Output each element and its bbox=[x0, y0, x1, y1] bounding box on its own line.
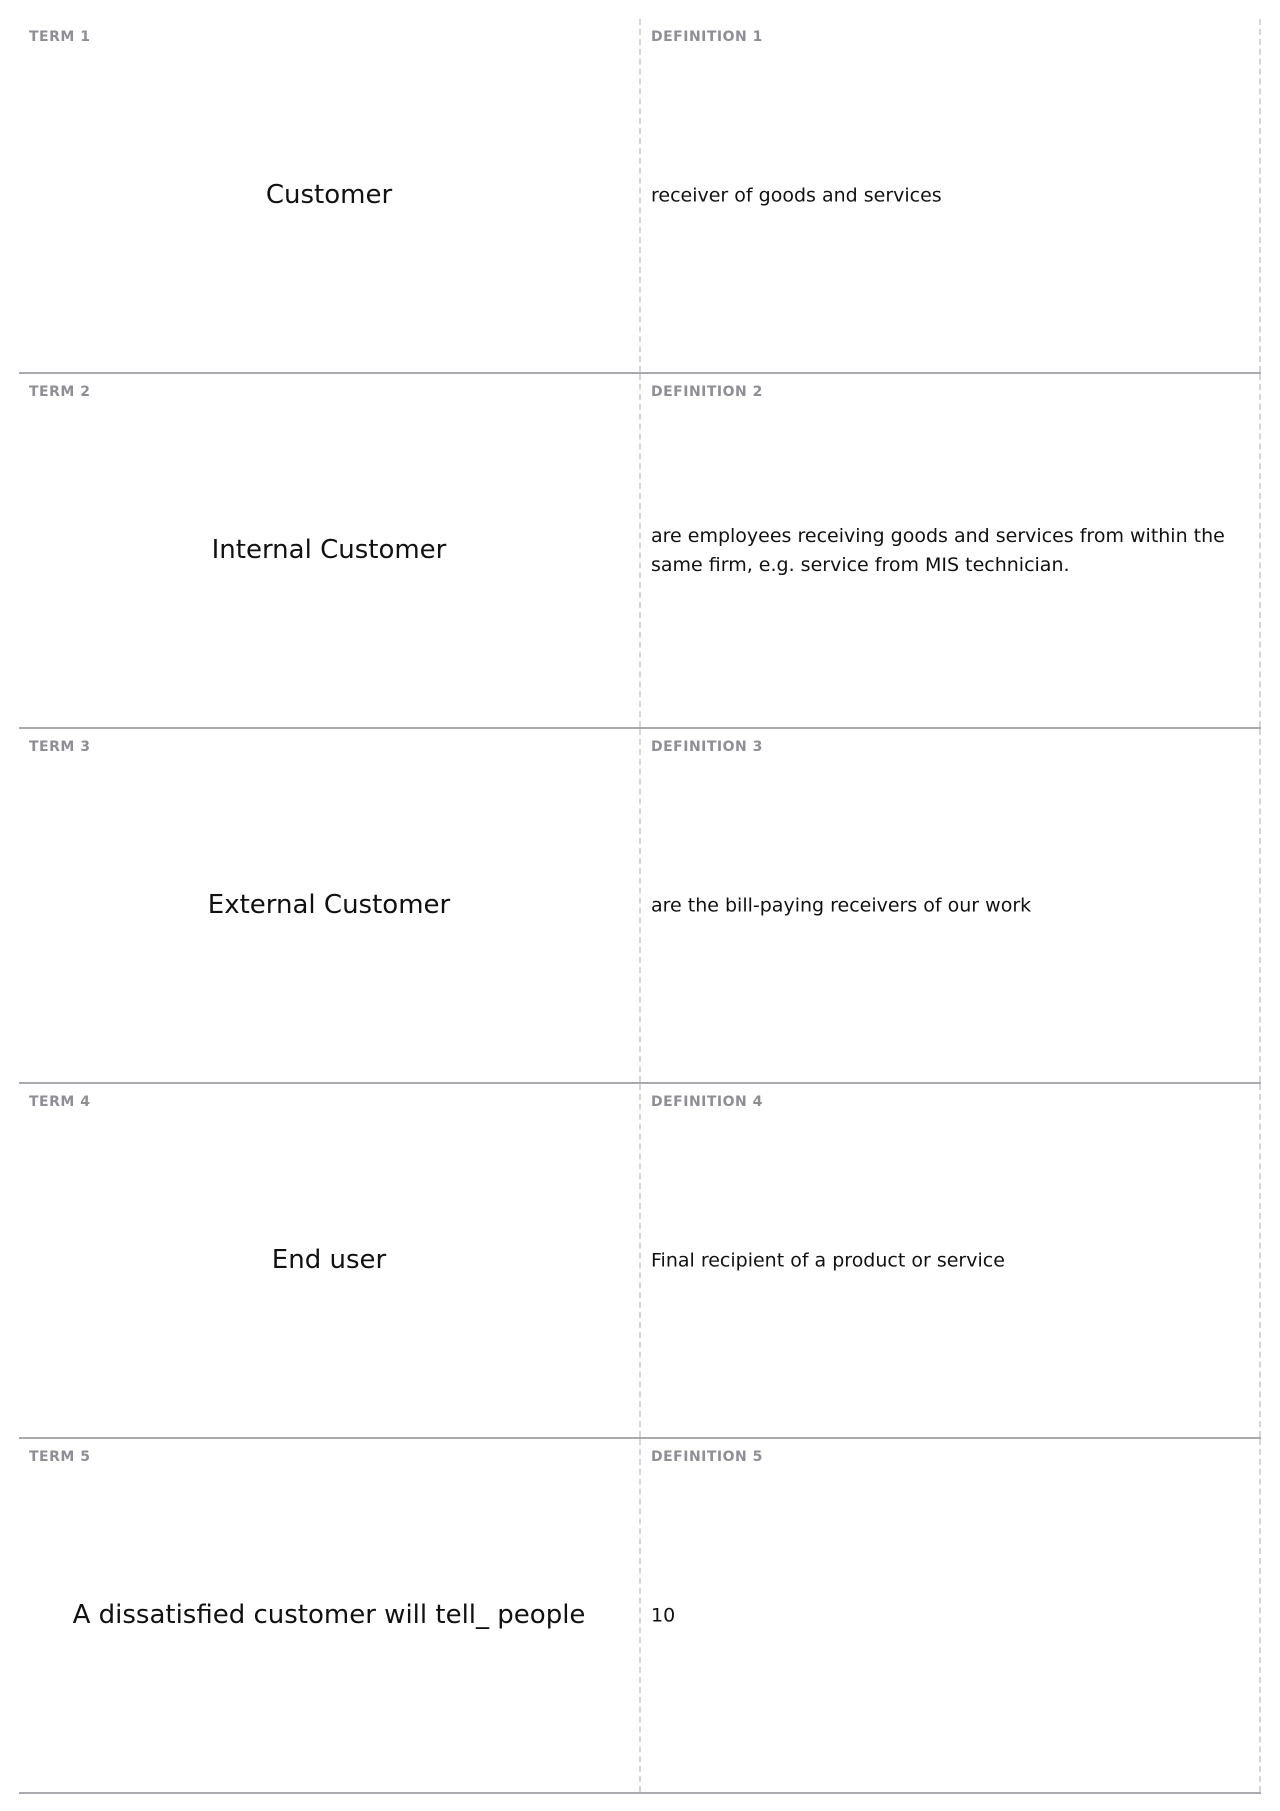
definition-label: DEFINITION 2 bbox=[651, 384, 763, 400]
term-text: External Customer bbox=[207, 889, 451, 920]
term-text: Internal Customer bbox=[211, 534, 447, 565]
term-cell bbox=[19, 1439, 641, 1792]
term-text: A dissatisfied customer will tell_ people bbox=[72, 1599, 586, 1630]
definition-cell bbox=[641, 1439, 1261, 1792]
definition-text: Final recipient of a product or service bbox=[651, 1249, 1005, 1271]
term-cell bbox=[19, 1084, 641, 1437]
flashcard-row-3 bbox=[19, 729, 1261, 1084]
term-text: End user bbox=[271, 1244, 387, 1275]
definition-text: 10 bbox=[651, 1604, 676, 1626]
term-cell bbox=[19, 729, 641, 1082]
definition-label: DEFINITION 3 bbox=[651, 739, 763, 755]
flashcard-sheet bbox=[19, 19, 1261, 1794]
term-label: TERM 2 bbox=[29, 384, 91, 400]
term-cell bbox=[19, 19, 641, 372]
definition-cell bbox=[641, 19, 1261, 372]
term-text: Customer bbox=[265, 179, 393, 210]
flashcard-row-2 bbox=[19, 374, 1261, 729]
term-label: TERM 5 bbox=[29, 1449, 91, 1465]
definition-label: DEFINITION 1 bbox=[651, 29, 763, 45]
flashcard-row-1 bbox=[19, 19, 1261, 374]
definition-cell bbox=[641, 1084, 1261, 1437]
term-label: TERM 3 bbox=[29, 739, 91, 755]
flashcard-row-5 bbox=[19, 1439, 1261, 1794]
term-label: TERM 4 bbox=[29, 1094, 91, 1110]
definition-label: DEFINITION 4 bbox=[651, 1094, 763, 1110]
definition-text: are the bill-paying receivers of our work bbox=[651, 894, 1032, 916]
flashcard-row-4 bbox=[19, 1084, 1261, 1439]
definition-cell bbox=[641, 729, 1261, 1082]
definition-text: receiver of goods and services bbox=[651, 184, 942, 206]
definition-text: are employees receiving goods and services from within the same firm, e.g. service from MIS technician. bbox=[651, 524, 1225, 576]
term-cell bbox=[19, 374, 641, 727]
term-label: TERM 1 bbox=[29, 29, 91, 45]
definition-cell bbox=[641, 374, 1261, 727]
definition-label: DEFINITION 5 bbox=[651, 1449, 763, 1465]
